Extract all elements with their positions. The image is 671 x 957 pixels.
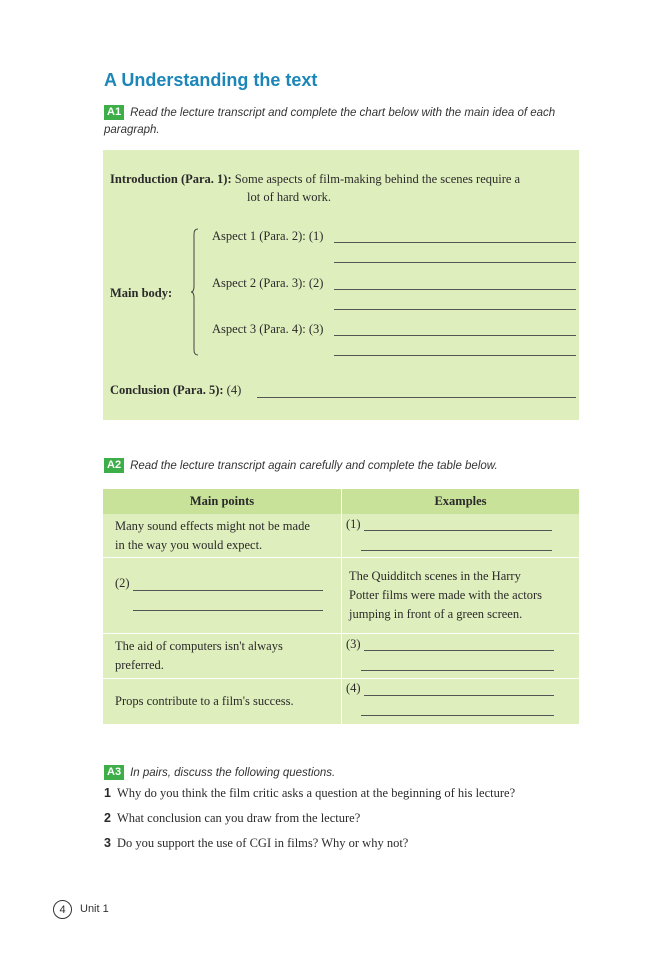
- a1-instruction: [104, 105, 574, 139]
- a3-instruction: [104, 765, 574, 782]
- header-examples: Examples: [434, 494, 487, 508]
- a1-tag: A1: [104, 105, 124, 120]
- row-3-example-line-1[interactable]: [364, 650, 554, 651]
- a1-instruction-text: Read the lecture transcript and complete the chart below with the main idea of each paragraph.: [104, 107, 556, 136]
- row-2-example-line-1: The Quidditch scenes in the Harry: [349, 569, 521, 583]
- a1-chart: [103, 150, 579, 420]
- aspect-1-blank: (1): [308, 229, 324, 243]
- question-1: [104, 786, 515, 801]
- row-divider: [103, 678, 579, 679]
- row-3-example-blank: (3): [346, 637, 361, 651]
- aspect-1-answer-line-1[interactable]: [334, 242, 576, 243]
- column-divider: [341, 489, 342, 724]
- row-4-example-line-1[interactable]: [364, 695, 554, 696]
- a2-instruction-text: Read the lecture transcript again carefully and complete the table below.: [130, 460, 498, 472]
- question-2-num: 2: [104, 811, 111, 825]
- row-1-example-line-2[interactable]: [361, 550, 552, 551]
- section-title: A Understanding the text: [104, 70, 318, 90]
- conclusion-blank: (4): [226, 383, 242, 397]
- row-2-point-blank: (2): [115, 576, 130, 590]
- page-number: 4: [53, 900, 72, 919]
- conclusion-answer-line[interactable]: [257, 397, 576, 398]
- aspect-1-label: Aspect 1 (Para. 2):: [212, 229, 306, 243]
- aspect-2-label: Aspect 2 (Para. 3):: [212, 276, 306, 290]
- question-1-num: 1: [104, 786, 111, 800]
- question-3-text: Do you support the use of CGI in films? Why or why not?: [116, 836, 409, 850]
- unit-label: Unit 1: [80, 903, 109, 915]
- row-3-example-line-2[interactable]: [361, 670, 554, 671]
- row-4-point: Props contribute to a film's success.: [115, 694, 294, 708]
- brace-icon: [191, 228, 199, 356]
- main-body-label: Main body:: [110, 286, 173, 300]
- row-3-point-line-2: preferred.: [115, 658, 164, 672]
- aspect-2-answer-line-1[interactable]: [334, 289, 576, 290]
- aspect-3-answer-line-2[interactable]: [334, 355, 576, 356]
- a2-instruction: [104, 458, 574, 475]
- intro-text-cont: lot of hard work.: [247, 190, 332, 204]
- a3-instruction-text: In pairs, discuss the following questions.: [130, 767, 336, 779]
- row-divider: [103, 633, 579, 634]
- row-divider: [103, 557, 579, 558]
- conclusion-row: [110, 383, 241, 398]
- aspect-2: [212, 276, 323, 291]
- row-2-example-line-3: jumping in front of a green screen.: [349, 607, 523, 621]
- row-2-point-line-1[interactable]: [133, 590, 323, 591]
- question-2: [104, 811, 360, 826]
- row-1-point-line-1: Many sound effects might not be made: [115, 519, 310, 533]
- row-4-example-line-2[interactable]: [361, 715, 554, 716]
- row-2-example-line-2: Potter films were made with the actors: [349, 588, 542, 602]
- a2-table: [103, 489, 579, 724]
- aspect-2-answer-line-2[interactable]: [334, 309, 576, 310]
- question-3-num: 3: [104, 836, 111, 850]
- row-1-example-blank: (1): [346, 517, 361, 531]
- aspect-3-blank: (3): [308, 322, 324, 336]
- question-3: [104, 836, 408, 851]
- conclusion-label: Conclusion (Para. 5):: [110, 383, 224, 397]
- aspect-3: [212, 322, 323, 337]
- row-1-point-line-2: in the way you would expect.: [115, 538, 263, 552]
- intro-label: Introduction (Para. 1):: [110, 172, 232, 186]
- question-1-text: Why do you think the film critic asks a question at the beginning of his lecture?: [116, 786, 516, 800]
- aspect-1-answer-line-2[interactable]: [334, 262, 576, 263]
- intro-row: [110, 172, 520, 187]
- row-3-point-line-1: The aid of computers isn't always: [115, 639, 283, 653]
- aspect-3-answer-line-1[interactable]: [334, 335, 576, 336]
- aspect-1: [212, 229, 323, 244]
- row-1-example-line-1[interactable]: [364, 530, 552, 531]
- header-main-points: Main points: [189, 494, 255, 508]
- a3-tag: A3: [104, 765, 124, 780]
- row-4-example-blank: (4): [346, 681, 361, 695]
- question-2-text: What conclusion can you draw from the lecture?: [116, 811, 361, 825]
- intro-text: Some aspects of film-making behind the scenes require a: [234, 172, 521, 186]
- row-2-point-line-2[interactable]: [133, 610, 323, 611]
- aspect-3-label: Aspect 3 (Para. 4):: [212, 322, 306, 336]
- a2-tag: A2: [104, 458, 124, 473]
- aspect-2-blank: (2): [308, 276, 324, 290]
